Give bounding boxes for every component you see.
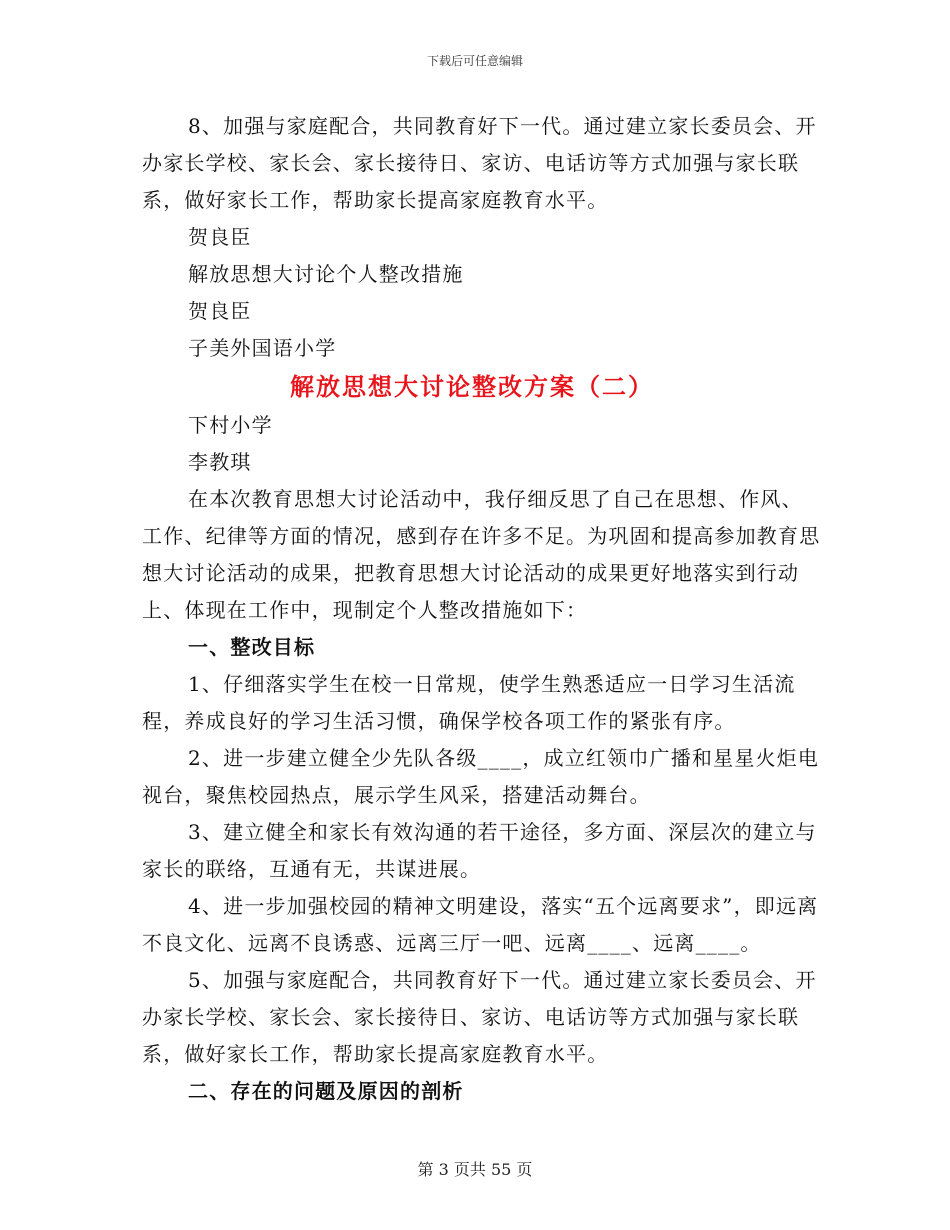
goal-item-2: 2、进一步建立健全少先队各级____，成立红领巾广播和星星火炬电视台，聚焦校园热点，展示学生风采，搭建活动舞台。: [142, 746, 820, 807]
section-heading-problems: 二、存在的问题及原因的剖析: [188, 1079, 464, 1103]
author-name: 贺良臣: [188, 225, 252, 249]
goal-item-3: 3、建立健全和家长有效沟通的若干途径，多方面、深层次的建立与家长的联络，互通有无，共谋进展。: [142, 820, 817, 881]
section-title: 解放思想大讨论整改方案（二）: [290, 372, 654, 401]
author-name-3: 李教琪: [188, 450, 252, 474]
goal-item-5: 5、加强与家庭配合，共同教育好下一代。通过建立家长委员会、开办家长学校、家长会、家长接待日、家访、电话访等方式加强与家长联系，做好家长工作，帮助家长提高家庭教育水平。: [142, 968, 817, 1066]
school-name-2: 下村小学: [188, 413, 273, 437]
goal-item-4: 4、进一步加强校园的精神文明建设，落实“五个远离要求”，即远离不良文化、远离不良诱惑、远离三厅一吧、远离____、远离____。: [142, 894, 819, 955]
page-header: 下载后可任意编辑: [426, 54, 523, 68]
document-subtitle: 解放思想大讨论个人整改措施: [188, 262, 464, 286]
document-body: [142, 108, 822, 1110]
goal-item-1: 1、仔细落实学生在校一日常规，使学生熟悉适应一日学习生活流程，养成良好的学习生活习惯，确保学校各项工作的紧张有序。: [142, 672, 796, 733]
intro-paragraph: 在本次教育思想大讨论活动中，我仔细反思了自己在思想、作风、工作、纪律等方面的情况，感到存在许多不足。为巩固和提高参加教育思想大讨论活动的成果，把教育思想大讨论活动的成果更好地落实到行动上、体现在工作中，现制定个人整改措施如下：: [142, 487, 821, 622]
school-name: 子美外国语小学: [188, 336, 337, 360]
page-footer: 第 3 页共 55 页: [417, 1160, 533, 1179]
author-name-2: 贺良臣: [188, 299, 252, 323]
section-heading-goals: 一、整改目标: [188, 635, 316, 659]
paragraph-item-8: 8、加强与家庭配合，共同教育好下一代。通过建立家长委员会、开办家长学校、家长会、家长接待日、家访、电话访等方式加强与家长联系，做好家长工作，帮助家长提高家庭教育水平。: [142, 114, 817, 212]
